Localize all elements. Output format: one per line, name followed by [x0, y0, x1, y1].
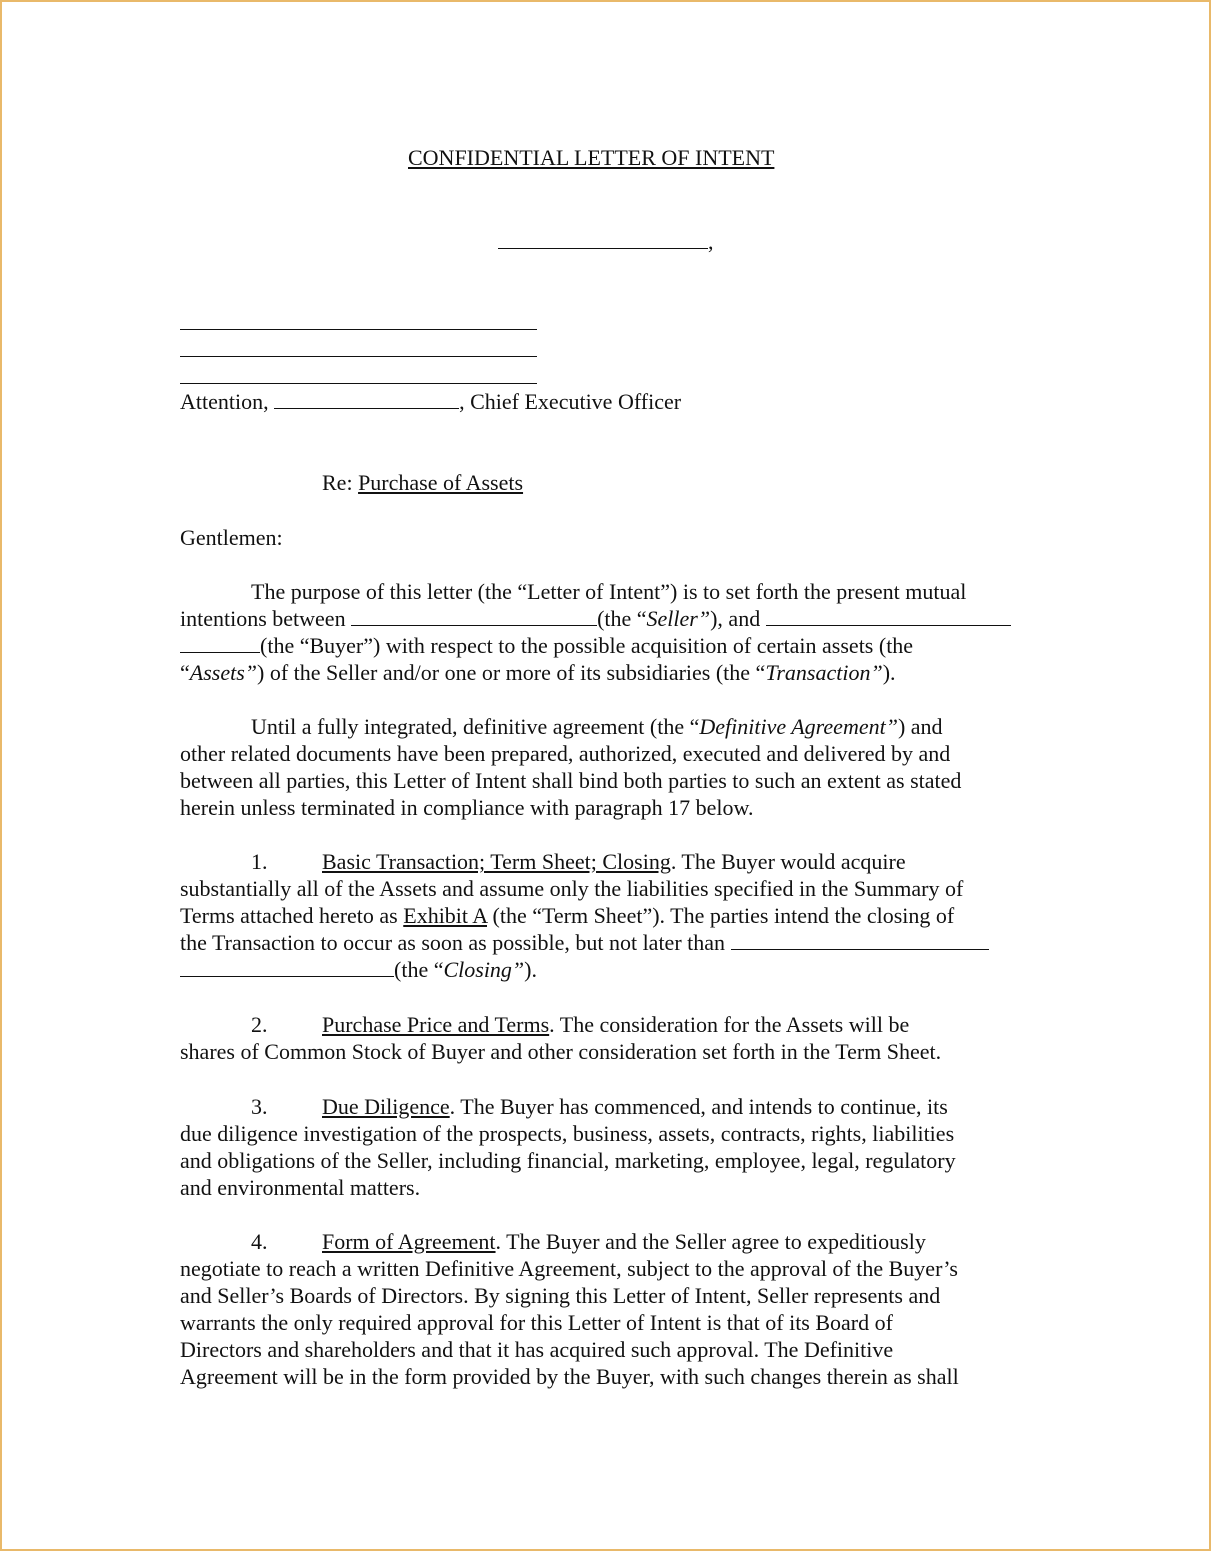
p1-text: (the “ [597, 606, 647, 631]
section-1-number: 1. [251, 849, 268, 874]
p2-line-1 [251, 713, 943, 740]
s1-text: ). [524, 957, 537, 982]
s1-text: (the “Term Sheet”). The parties intend the closing of [487, 903, 955, 928]
closing-date-blank-a [731, 930, 989, 950]
attention-suffix: , Chief Executive Officer [459, 389, 682, 414]
date-field [498, 228, 714, 255]
s4-line-3: and Seller’s Boards of Directors. By signing this Letter of Intent, Seller represents and [180, 1283, 941, 1308]
s1-text: (the “ [394, 957, 444, 982]
p2-text: Until a fully integrated, definitive agreement (the “ [251, 714, 700, 739]
p2-line-4: herein unless terminated in compliance with paragraph 17 below. [180, 795, 754, 820]
s1-line-2: substantially all of the Assets and assume only the liabilities specified in the Summary of [180, 876, 964, 901]
p1-text: ), and [710, 606, 766, 631]
attention-line [180, 388, 681, 415]
s1-text: the Transaction to occur as soon as possible, but not later than [180, 930, 731, 955]
s4-line-4: warrants the only required approval for this Letter of Intent is that of its Board of [180, 1310, 893, 1335]
s2-text: . The consideration for the Assets will be [549, 1012, 910, 1037]
closing-date-blank-b [180, 957, 394, 977]
s1-line-5 [180, 956, 537, 983]
p1-text: intentions between [180, 606, 352, 631]
exhibit-a-reference: Exhibit A [403, 903, 487, 928]
s3-text: . The Buyer has commenced, and intends to continue, its [449, 1094, 948, 1119]
p1-text: (the “Buyer”) with respect to the possible acquisition of certain assets (the [260, 633, 914, 658]
s1-closing-term: Closing” [443, 957, 525, 982]
re-subject: Purchase of Assets [358, 470, 524, 495]
s1-line-3 [180, 902, 954, 929]
p2-text: ) and [897, 714, 943, 739]
date-suffix: , [708, 229, 714, 254]
section-3-heading: Due Diligence [322, 1094, 450, 1119]
address-line-1 [180, 329, 537, 330]
s3-line-3: and obligations of the Seller, including financial, marketing, employee, legal, regulatory [180, 1148, 956, 1173]
p1-line-1: The purpose of this letter (the “Letter of Intent”) is to set forth the present mutual [251, 579, 967, 604]
salutation: Gentlemen: [180, 525, 283, 550]
p1-line-3 [180, 632, 913, 659]
s4-line-6: Agreement will be in the form provided by the Buyer, with such changes therein as shall [180, 1364, 959, 1389]
p1-text: ) of the Seller and/or one or more of its subsidiaries (the “ [257, 660, 766, 685]
p1-transaction-term: Transaction” [765, 660, 883, 685]
seller-blank [351, 606, 597, 626]
p2-line-2: other related documents have been prepared, authorized, executed and delivered by and [180, 741, 951, 766]
buyer-blank-b [180, 633, 260, 653]
s2-line-1 [322, 1011, 909, 1038]
section-2-number: 2. [251, 1012, 268, 1037]
s2-line-2: shares of Common Stock of Buyer and other consideration set forth in the Term Sheet. [180, 1039, 942, 1064]
section-4-number: 4. [251, 1229, 268, 1254]
s1-line-4 [180, 929, 989, 956]
section-4-heading: Form of Agreement [322, 1229, 496, 1254]
s3-line-1 [322, 1093, 948, 1120]
s4-line-5: Directors and shareholders and that it has acquired such approval. The Definitive [180, 1337, 894, 1362]
p1-line-2 [180, 605, 1011, 632]
address-line-2 [180, 356, 537, 357]
p1-text: ). [882, 660, 896, 685]
p1-text: “ [180, 660, 190, 685]
p1-assets-term: Assets” [189, 660, 258, 685]
attention-prefix: Attention, [180, 389, 275, 414]
p1-line-4 [180, 659, 896, 686]
s4-line-1 [322, 1228, 926, 1255]
p2-definitive-term: Definitive Agreement” [699, 714, 898, 739]
document-title: CONFIDENTIAL LETTER OF INTENT [408, 145, 775, 170]
date-blank [498, 228, 708, 249]
section-3-number: 3. [251, 1094, 268, 1119]
re-line [322, 469, 523, 496]
re-label: Re: [322, 470, 359, 495]
s4-line-2: negotiate to reach a written Definitive Agreement, subject to the approval of the Buyer’s [180, 1256, 958, 1281]
section-2-heading: Purchase Price and Terms [322, 1012, 550, 1037]
s4-text: . The Buyer and the Seller agree to expeditiously [495, 1229, 926, 1254]
s1-text: . The Buyer would acquire [670, 849, 906, 874]
section-1-heading: Basic Transaction; Term Sheet; Closing [322, 849, 671, 874]
attention-blank [274, 389, 459, 409]
s3-line-2: due diligence investigation of the prospects, business, assets, contracts, rights, liabilities [180, 1121, 955, 1146]
p1-seller-term: Seller” [646, 606, 711, 631]
s1-text: Terms attached hereto as [180, 903, 404, 928]
p2-line-3: between all parties, this Letter of Intent shall bind both parties to such an extent as stated [180, 768, 962, 793]
s3-line-4: and environmental matters. [180, 1175, 421, 1200]
address-line-3 [180, 383, 537, 384]
buyer-blank-a [766, 606, 1011, 626]
s1-line-1 [322, 848, 906, 875]
